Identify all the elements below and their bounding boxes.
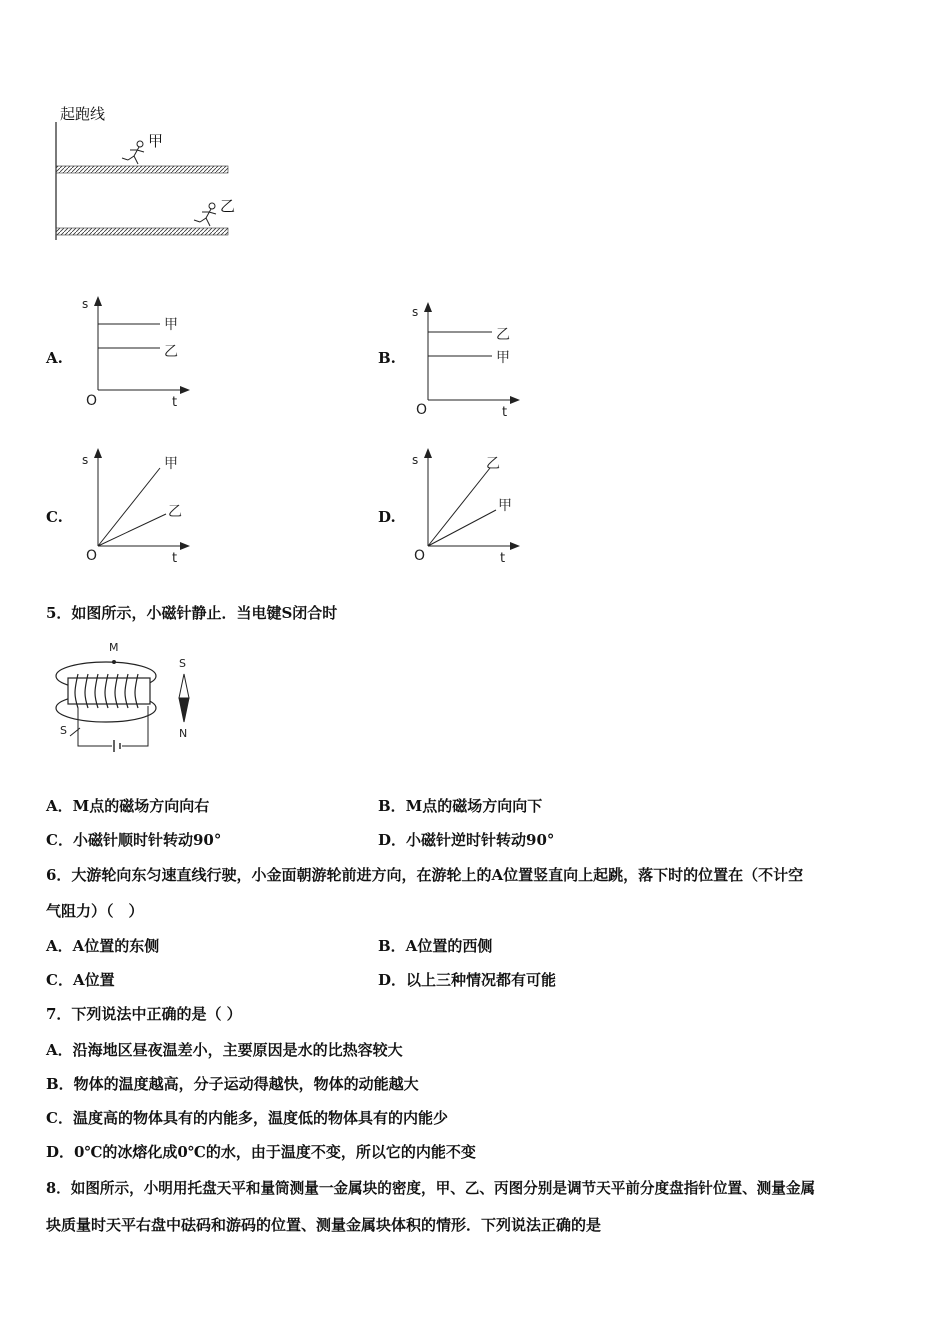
- axis-y-label: s: [412, 453, 419, 467]
- pole-s-label: S: [179, 657, 186, 670]
- x-axis-arrow-icon: [510, 396, 520, 404]
- q5-option-c: C．小磁针顺时针转动90°: [46, 831, 222, 849]
- x-axis-arrow-icon: [180, 386, 190, 394]
- q7-stem: 7．下列说法中正确的是（ ）: [46, 1005, 242, 1023]
- lane-divider: [56, 166, 228, 173]
- q6-option-c: C．A位置: [46, 971, 115, 989]
- wire-left: [78, 708, 112, 746]
- q7-option-d: D．0℃的冰熔化成0℃的水，由于温度不变，所以它的内能不变: [46, 1143, 476, 1161]
- graph-b: [410, 298, 540, 418]
- upper-series-label: 乙: [496, 327, 510, 343]
- origin-label: O: [86, 548, 98, 564]
- q7-option-b: B．物体的温度越高，分子运动得越快，物体的动能越大: [46, 1075, 419, 1093]
- upper-series-label: 乙: [486, 456, 500, 472]
- point-m-marker: [112, 660, 116, 664]
- graph-d: [410, 446, 540, 566]
- q6-option-d: D．以上三种情况都有可能: [378, 971, 557, 989]
- lane-bottom: [56, 228, 228, 235]
- origin-label: O: [414, 548, 426, 564]
- start-line-label: 起跑线: [60, 105, 106, 123]
- axis-y-label: s: [412, 305, 419, 319]
- runner-b-label: 乙: [220, 197, 236, 215]
- y-axis-arrow-icon: [94, 448, 102, 458]
- axis-x-label: t: [500, 551, 506, 566]
- q5-stem: 5．如图所示，小磁针静止．当电键S闭合时: [46, 604, 338, 622]
- x-axis-arrow-icon: [180, 542, 190, 550]
- q5-option-b: B．M点的磁场方向向下: [378, 797, 543, 815]
- option-a-label: A.: [46, 349, 63, 367]
- q8-stem-line1: 8．如图所示，小明用托盘天平和量筒测量一金属块的密度，甲、乙、丙图分别是调节天平前分度盘指针位置、测量金属: [46, 1180, 816, 1197]
- graph-c: [80, 446, 210, 566]
- needle-south-half: [179, 674, 189, 698]
- x-axis-arrow-icon: [510, 542, 520, 550]
- q6-stem-line2: 气阻力）（ ）: [46, 902, 144, 920]
- q7-option-c: C．温度高的物体具有的内能多，温度低的物体具有的内能少: [46, 1109, 448, 1127]
- line-upper: [98, 468, 160, 546]
- option-c-label: C.: [46, 508, 63, 526]
- q6-option-a: A．A位置的东侧: [46, 937, 160, 955]
- q5-option-a: A．M点的磁场方向向右: [46, 797, 210, 815]
- runner-b-icon: [194, 203, 216, 226]
- lower-series-label: 乙: [164, 344, 178, 360]
- origin-label: O: [416, 402, 428, 418]
- line-upper: [428, 468, 490, 546]
- line-lower: [98, 514, 166, 546]
- option-d-label: D.: [378, 508, 396, 526]
- y-axis-arrow-icon: [94, 296, 102, 306]
- q7-option-a: A．沿海地区昼夜温差小，主要原因是水的比热容较大: [46, 1041, 403, 1059]
- origin-label: O: [86, 393, 98, 409]
- axis-y-label: s: [82, 453, 89, 467]
- line-lower: [428, 510, 496, 546]
- graph-a: [80, 292, 210, 412]
- wire-right: [122, 706, 148, 746]
- pole-n-label: N: [179, 727, 188, 740]
- axis-x-label: t: [172, 551, 178, 566]
- needle-north-half: [179, 698, 189, 722]
- track-figure: [48, 100, 248, 245]
- electromagnet-figure: [48, 636, 208, 764]
- axis-y-label: s: [82, 297, 89, 311]
- upper-series-label: 甲: [164, 317, 178, 333]
- axis-x-label: t: [502, 405, 508, 420]
- lower-series-label: 甲: [496, 350, 510, 366]
- q5-option-d: D．小磁针逆时针转动90°: [378, 831, 555, 849]
- lower-series-label: 乙: [168, 504, 182, 520]
- lower-series-label: 甲: [498, 498, 512, 514]
- runner-a-icon: [122, 141, 144, 164]
- upper-series-label: 甲: [164, 456, 178, 472]
- y-axis-arrow-icon: [424, 302, 432, 312]
- runner-a-label: 甲: [148, 132, 164, 150]
- option-b-label: B.: [378, 349, 396, 367]
- switch-label: S: [60, 724, 67, 737]
- solenoid-core: [68, 678, 150, 704]
- q8-stem-line2: 块质量时天平右盘中砝码和游码的位置、测量金属块体积的情形．下列说法正确的是: [46, 1216, 602, 1234]
- q6-stem-line1: 6．大游轮向东匀速直线行驶，小金面朝游轮前进方向，在游轮上的A位置竖直向上起跳，落下时的位置在（不计空: [46, 866, 804, 884]
- y-axis-arrow-icon: [424, 448, 432, 458]
- q6-option-b: B．A位置的西侧: [378, 937, 493, 955]
- point-m-label: M: [109, 641, 119, 654]
- axis-x-label: t: [172, 395, 178, 410]
